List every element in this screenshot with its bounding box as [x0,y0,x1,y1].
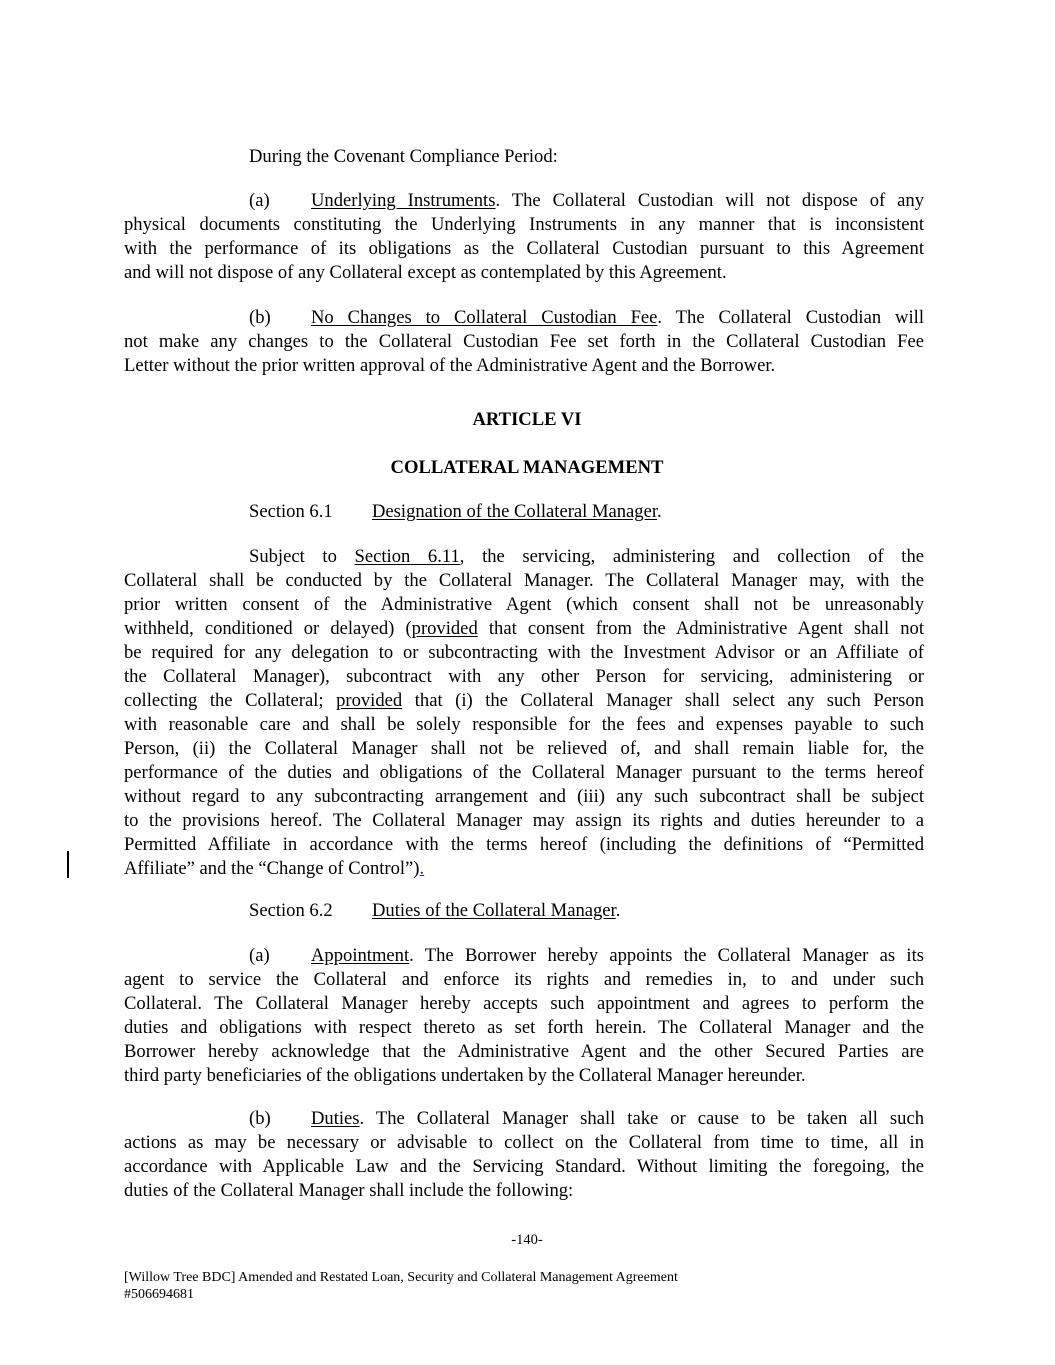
para-b-heading: No Changes to Collateral Custodian Fee [311,307,658,328]
section-6-2-a-line: duties and obligations with respect thereto as set forth herein. The Collateral Manager and the [124,1017,924,1038]
section-6-11-reference: Section 6.11 [354,546,460,567]
section-6-2-a-line: Collateral. The Collateral Manager hereby accepts such appointment and agrees to perform the [124,993,924,1014]
tracked-change-mark: . [419,858,425,879]
page-number: -140- [511,1232,543,1248]
para-heading: Appointment [311,945,410,966]
footer-title: [Willow Tree BDC] Amended and Restated Loan, Security and Collateral Management Agreement [124,1270,678,1285]
section-6-1-line: be required for any delegation to or subcontracting with the Investment Advisor or an Affiliate of [124,642,924,663]
section-6-1-line: prior written consent of the Administrative Agent (which consent shall not be unreasonably [124,594,924,615]
revision-change-bar [67,851,69,878]
section-6-2-a-line: agent to service the Collateral and enforce its rights and remedies in, to and under such [124,969,924,990]
section-6-2-b-first-line: (b) Duties. The Collateral Manager shall take or cause to be taken all such [249,1108,924,1129]
article-title: COLLATERAL MANAGEMENT [390,457,664,478]
para-b-first-line: (b) No Changes to Collateral Custodian Fee. The Collateral Custodian will [249,307,924,328]
section-title: Designation of the Collateral Manager [372,501,658,522]
section-6-1-line: withheld, conditioned or delayed) (provided that consent from the Administrative Agent shall not [124,618,924,639]
section-6-1-line: with reasonable care and shall be solely responsible for the fees and expenses payable to such [124,714,924,735]
section-6-1-line: Permitted Affiliate in accordance with the terms hereof (including the definitions of “Permitted [124,834,924,855]
section-6-1-line: the Collateral Manager), subcontract with any other Person for servicing, administering or [124,666,924,687]
section-number: Section 6.1 [249,501,333,522]
section-title: Duties of the Collateral Manager [372,900,616,921]
section-6-2-heading: Section 6.2 Duties of the Collateral Manager. [249,900,621,921]
para-b-line: Letter without the prior written approval of the Administrative Agent and the Borrower. [124,355,776,376]
para-a-line: with the performance of its obligations as the Collateral Custodian pursuant to this Agreement [124,238,924,259]
para-label: (b) [249,1108,271,1129]
para-b-line: not make any changes to the Collateral Custodian Fee set forth in the Collateral Custodian Fee [124,331,924,352]
section-6-2-a-line: Borrower hereby acknowledge that the Administrative Agent and the other Secured Parties are [124,1041,924,1062]
section-6-2-a-first-line: (a) Appointment. The Borrower hereby appoints the Collateral Manager as its [249,945,924,966]
footer-doc-id: #506694681 [124,1287,194,1302]
para-b-label: (b) [249,307,271,328]
para-a-heading: Underlying Instruments [311,190,496,211]
article-heading: ARTICLE VI [472,409,582,430]
section-6-2-b-line: actions as may be necessary or advisable to collect on the Collateral from time to time, all in [124,1132,924,1153]
section-6-1-heading: Section 6.1 Designation of the Collateral Manager. [249,501,662,522]
section-6-1-line: Person, (ii) the Collateral Manager shall not be relieved of, and shall remain liable for, the [124,738,924,759]
section-6-1-line: without regard to any subcontracting arrangement and (iii) any such subcontract shall be subject [124,786,924,807]
para-a-line: physical documents constituting the Underlying Instruments in any manner that is inconsistent [124,214,924,235]
section-6-1-line: Affiliate” and the “Change of Control”). [124,858,425,879]
section-6-1-line: collecting the Collateral; provided that (i) the Collateral Manager shall select any such Person [124,690,924,711]
para-heading: Duties [311,1108,360,1129]
section-6-2-a-line: third party beneficiaries of the obligations undertaken by the Collateral Manager hereunder. [124,1065,806,1086]
section-6-2-b-line: accordance with Applicable Law and the Servicing Standard. Without limiting the foregoing, the [124,1156,924,1177]
section-6-1-first-line: Subject to Section 6.11, the servicing, administering and collection of the [249,546,924,567]
para-label: (a) [249,945,270,966]
section-number: Section 6.2 [249,900,333,921]
section-6-1-line: performance of the duties and obligations of the Collateral Manager pursuant to the terms hereof [124,762,924,783]
para-a-first-line: (a) Underlying Instruments. The Collateral Custodian will not dispose of any [249,190,924,211]
intro-line: During the Covenant Compliance Period: [249,146,558,167]
para-a-label: (a) [249,190,270,211]
para-a-line: and will not dispose of any Collateral except as contemplated by this Agreement. [124,262,727,283]
section-6-1-line: Collateral shall be conducted by the Collateral Manager. The Collateral Manager may, with the [124,570,924,591]
section-6-1-line: to the provisions hereof. The Collateral Manager may assign its rights and duties hereunder to a [124,810,924,831]
section-6-2-b-line: duties of the Collateral Manager shall include the following: [124,1180,574,1201]
